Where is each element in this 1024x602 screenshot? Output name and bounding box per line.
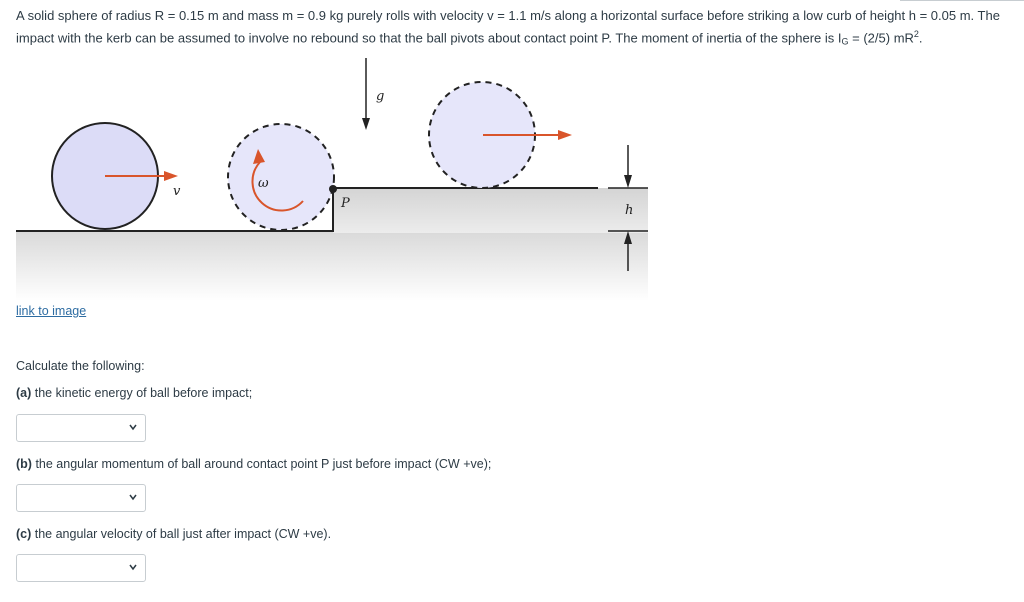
chevron-down-icon <box>129 563 137 571</box>
question-b-text: the angular momentum of ball around contact point P just before impact (CW +ve); <box>31 457 492 471</box>
ground-shading <box>16 231 648 300</box>
label-omega: ω <box>258 176 269 191</box>
curb-shading <box>333 188 648 233</box>
contact-point <box>329 185 337 193</box>
problem-text: A solid sphere of radius R = 0.15 m and mass m = 0.9 kg purely rolls with velocity v = 1.1 m/s along a horizontal surface before striking a low curb of height h = 0.05 m. The impact with the kerb can be assumed to involve no rebound so that the ball pivots about contact point P. The moment of inertia of the sphere is I <box>16 8 1000 46</box>
ball-pivoting <box>228 124 334 230</box>
answer-c-dropdown[interactable] <box>16 554 146 582</box>
question-b-label: (b) <box>16 457 32 471</box>
problem-figure <box>16 50 666 300</box>
question-b <box>16 457 491 471</box>
label-g: g <box>376 89 385 104</box>
gravity-arrow-head <box>362 118 370 130</box>
answer-b-dropdown[interactable] <box>16 484 146 512</box>
question-a <box>16 386 252 400</box>
label-v: v <box>173 184 181 199</box>
question-a-text: the kinetic energy of ball before impact; <box>31 386 253 400</box>
problem-statement <box>16 6 1006 51</box>
link-to-image[interactable]: link to image <box>16 304 87 318</box>
chevron-down-icon <box>129 423 137 431</box>
problem-subscript: G <box>841 36 849 47</box>
problem-text-end: . <box>918 30 923 46</box>
h-arrow-top-head <box>624 175 632 188</box>
chevron-down-icon <box>129 493 137 501</box>
velocity-arrow-2-head <box>558 130 572 140</box>
problem-superscript: 2 <box>913 29 919 39</box>
question-a-label: (a) <box>16 386 32 400</box>
velocity-arrow-head <box>164 171 178 181</box>
answer-a-dropdown[interactable] <box>16 414 146 442</box>
problem-text-2: = (2/5) mR <box>848 30 914 46</box>
question-c-label: (c) <box>16 527 32 541</box>
top-border <box>900 0 1024 1</box>
label-h: h <box>625 203 634 218</box>
question-c-text: the angular velocity of ball just after impact (CW +ve). <box>31 527 332 541</box>
question-c <box>16 527 331 541</box>
questions-intro: Calculate the following: <box>16 359 145 373</box>
label-p: P <box>341 196 350 211</box>
